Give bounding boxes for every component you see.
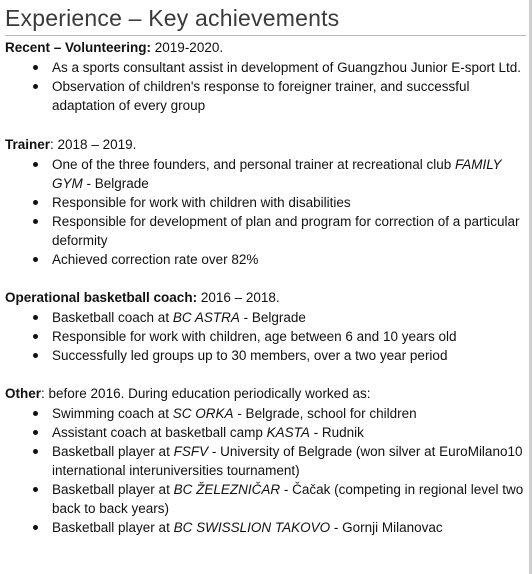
- achievement-list: [5, 404, 526, 537]
- page-heading: Experience – Key achievements: [5, 4, 526, 36]
- list-item: Assistant coach at basketball camp KASTA - Rudnik: [5, 423, 526, 442]
- list-item: Basketball player at BC ŽELEZNIČAR - Čačak (competing in regional level two back to back years): [5, 480, 526, 518]
- achievement-list: [5, 308, 526, 365]
- section-basketball-coach: [5, 289, 526, 365]
- list-item: Basketball player at FSFV - University of Belgrade (won silver at EuroMilano10 international interuniversities tournament): [5, 442, 526, 480]
- section-period: : before 2016. During education periodically worked as:: [41, 386, 371, 401]
- list-item: Observation of children's response to foreigner trainer, and successful adaptation of every group: [5, 77, 526, 115]
- list-item: One of the three founders, and personal trainer at recreational club FAMILY GYM - Belgrade: [5, 155, 526, 193]
- list-item: Responsible for work with children with disabilities: [5, 193, 526, 212]
- section-title: [5, 385, 526, 403]
- section-title: [5, 136, 526, 154]
- section-role: Recent – Volunteering:: [5, 40, 152, 55]
- section-other: [5, 385, 526, 537]
- section-trainer: [5, 136, 526, 269]
- section-volunteering: [5, 39, 526, 115]
- list-item: Basketball coach at BC ASTRA - Belgrade: [5, 308, 526, 327]
- bullet-icon: [33, 200, 38, 205]
- bullet-icon: [33, 353, 38, 358]
- bullet-icon: [33, 487, 38, 492]
- section-period: 2019-2020.: [151, 40, 224, 55]
- section-period: : 2018 – 2019.: [50, 137, 137, 152]
- section-role: Trainer: [5, 137, 51, 152]
- list-item: Responsible for development of plan and program for correction of a particular deformity: [5, 212, 526, 250]
- bullet-icon: [33, 257, 38, 262]
- bullet-icon: [33, 315, 38, 320]
- list-item: As a sports consultant assist in development of Guangzhou Junior E-sport Ltd.: [5, 58, 526, 77]
- achievement-list: [5, 58, 526, 115]
- section-title: [5, 39, 526, 57]
- list-item: Responsible for work with children, age between 6 and 10 years old: [5, 327, 526, 346]
- section-role: Operational basketball coach:: [5, 290, 198, 305]
- list-item: Basketball player at BC SWISSLION TAKOVO - Gornji Milanovac: [5, 518, 526, 537]
- section-title: [5, 289, 526, 307]
- list-item: Successfully led groups up to 30 members, over a two year period: [5, 346, 526, 365]
- bullet-icon: [33, 334, 38, 339]
- bullet-icon: [33, 219, 38, 224]
- list-item: Swimming coach at SC ORKA - Belgrade, school for children: [5, 404, 526, 423]
- achievement-list: [5, 155, 526, 269]
- bullet-icon: [33, 65, 38, 70]
- section-period: 2016 – 2018.: [197, 290, 280, 305]
- bullet-icon: [33, 449, 38, 454]
- bullet-icon: [33, 84, 38, 89]
- bullet-icon: [33, 430, 38, 435]
- bullet-icon: [33, 525, 38, 530]
- list-item: Achieved correction rate over 82%: [5, 250, 526, 269]
- bullet-icon: [33, 411, 38, 416]
- bullet-icon: [33, 162, 38, 167]
- section-role: Other: [5, 386, 42, 401]
